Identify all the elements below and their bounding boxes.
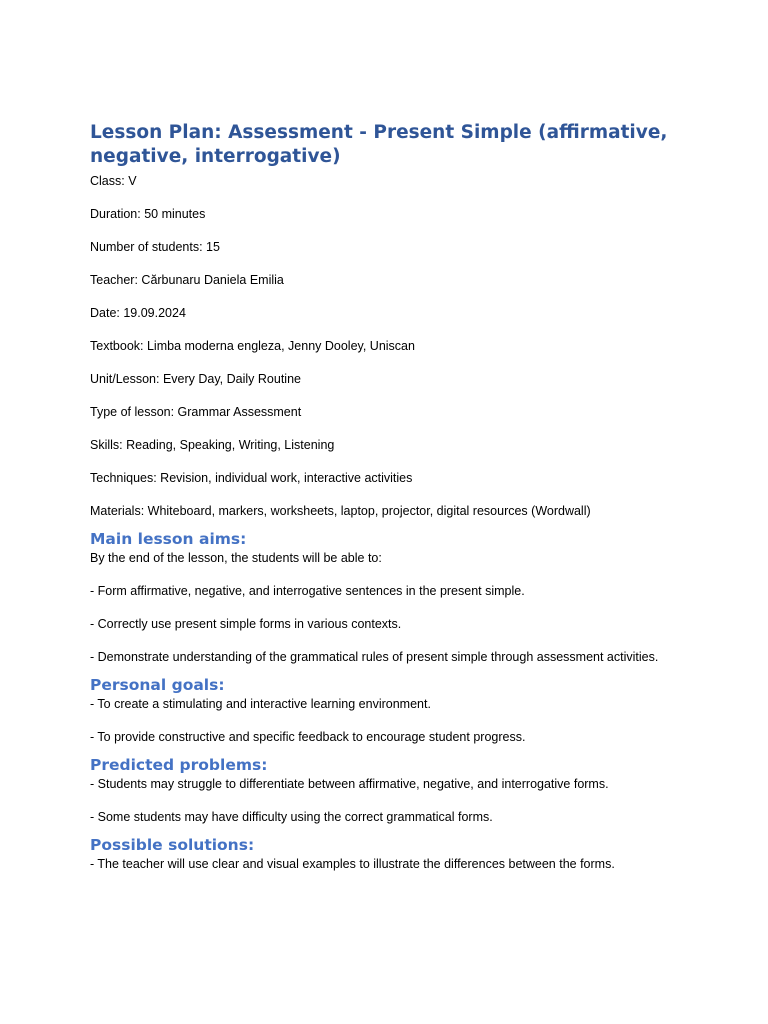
aims-intro: By the end of the lesson, the students will be able to: [90, 551, 382, 565]
info-type-of-lesson: Type of lesson: Grammar Assessment [90, 405, 302, 419]
info-textbook: Textbook: Limba moderna engleza, Jenny Dooley, Uniscan [90, 339, 415, 353]
aims-item: - Correctly use present simple forms in various contexts. [90, 617, 402, 631]
aims-item: - Form affirmative, negative, and interrogative sentences in the present simple. [90, 584, 525, 598]
aims-item: - Demonstrate understanding of the grammatical rules of present simple through assessment activities. [90, 650, 659, 664]
info-class: Class: V [90, 174, 137, 188]
problems-item: - Students may struggle to differentiate between affirmative, negative, and interrogative forms. [90, 777, 609, 791]
info-number-of-students: Number of students: 15 [90, 240, 220, 254]
info-date: Date: 19.09.2024 [90, 306, 186, 320]
info-duration: Duration: 50 minutes [90, 207, 206, 221]
info-materials: Materials: Whiteboard, markers, worksheets, laptop, projector, digital resources (Wordwall) [90, 504, 591, 518]
section-heading-solutions: Possible solutions: [90, 836, 255, 854]
info-skills: Skills: Reading, Speaking, Writing, Listening [90, 438, 335, 452]
solutions-item: - The teacher will use clear and visual examples to illustrate the differences between the forms. [90, 857, 615, 871]
info-teacher: Teacher: Cărbunaru Daniela Emilia [90, 273, 284, 287]
section-heading-aims: Main lesson aims: [90, 530, 247, 548]
info-techniques: Techniques: Revision, individual work, interactive activities [90, 471, 413, 485]
document-content [90, 121, 730, 882]
goals-item: - To provide constructive and specific feedback to encourage student progress. [90, 730, 526, 744]
section-heading-problems: Predicted problems: [90, 756, 268, 774]
section-heading-goals: Personal goals: [90, 676, 225, 694]
info-unit-lesson: Unit/Lesson: Every Day, Daily Routine [90, 372, 301, 386]
problems-item: - Some students may have difficulty using the correct grammatical forms. [90, 810, 493, 824]
page-title: Lesson Plan: Assessment - Present Simple (affirmative, negative, interrogative) [90, 122, 668, 167]
goals-item: - To create a stimulating and interactive learning environment. [90, 697, 431, 711]
